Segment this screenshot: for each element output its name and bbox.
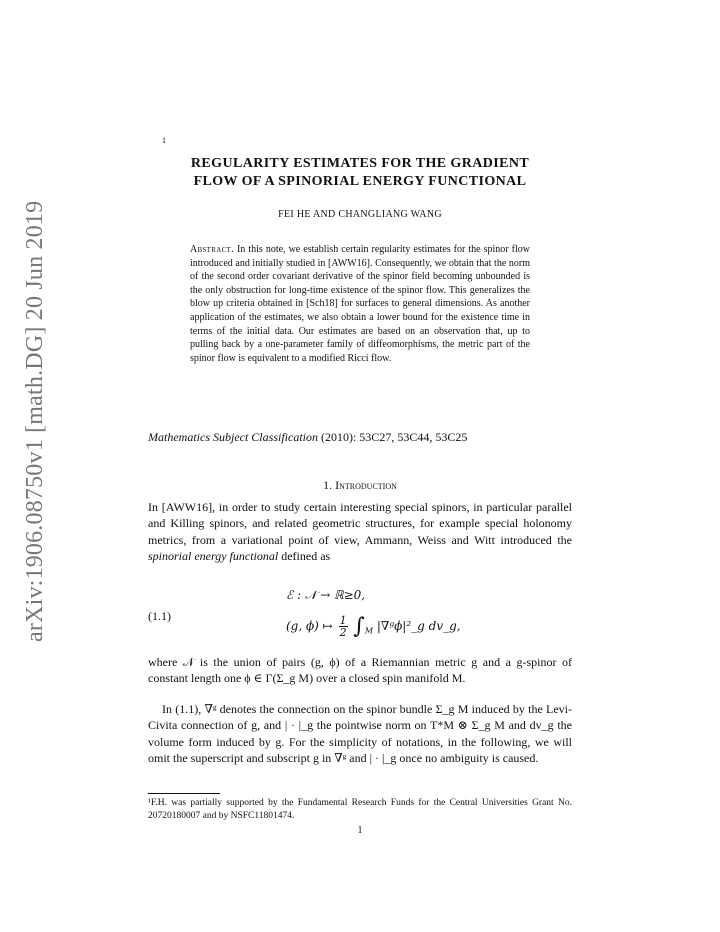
paper-title <box>150 155 570 191</box>
equation-line-2 <box>286 614 461 639</box>
section-number: 1. <box>323 478 336 492</box>
header-number: 1 <box>162 136 166 145</box>
abstract <box>190 243 530 365</box>
para1-text-a: In [AWW16], in order to study certain interesting special spinors, in particular parallel and Killing spinors, and related geometric structures, for example special holonomy metrics, from a variational point of view, Ammann, Weiss and Witt introduced the <box>148 500 572 547</box>
page-number: 1 <box>357 825 363 836</box>
equation-integrand: |∇ᵍϕ|²_g dv_g, <box>376 619 461 633</box>
footnote: ¹F.H. was partially supported by the Fundamental Research Funds for the Central Universities Grant No. 20720180007 and by NSFC11801474. <box>148 798 572 821</box>
footnote-rule <box>148 793 220 794</box>
msc-classification <box>148 430 467 445</box>
authors: FEI HE AND CHANGLIANG WANG <box>278 209 442 220</box>
intro-paragraph-1 <box>148 499 572 564</box>
arxiv-identifier: arXiv:1906.08750v1 [math.DG] 20 Jun 2019 <box>22 200 48 642</box>
fraction-denominator: 2 <box>339 626 347 639</box>
section-heading <box>148 478 572 493</box>
para1-text-b: defined as <box>278 548 331 563</box>
abstract-body: In this note, we establish certain regularity estimates for the spinor flow introduced and initially studied in [AWW16]. Consequently, we obtain that the norm of the second order covariant derivative of the spinor field becoming unbounded is the only obstruction for long-time existence of the spinor flow. This generalizes the blow up criteria obtained in [Sch18] for surfaces to general dimensions. As another application of the estimates, we also obtain a lower bound for the existence time in terms of the initial data. Our estimates are based on an observation that, up to pulling back by a one-parameter family of diffeomorphisms, the metric part of the spinor flow is equivalent to a modified Ricci flow. <box>190 244 530 364</box>
title-line-2: FLOW OF A SPINORIAL ENERGY FUNCTIONAL <box>193 174 527 189</box>
msc-codes: (2010): 53C27, 53C44, 53C25 <box>317 430 468 444</box>
equation-number: (1.1) <box>148 609 171 623</box>
msc-label: Mathematics Subject Classification <box>148 430 318 444</box>
section-title: Introduction <box>335 478 397 492</box>
equation-line-1: ℰ : 𝒩 → ℝ≥0, <box>286 588 366 602</box>
abstract-heading: Abstract. <box>190 244 234 255</box>
fraction-numerator: 1 <box>339 614 347 627</box>
arxiv-sidebar <box>18 200 52 642</box>
para1-emphasis: spinorial energy functional <box>148 548 279 563</box>
integral-domain: M <box>364 626 374 636</box>
title-line-1: REGULARITY ESTIMATES FOR THE GRADIENT <box>190 156 530 171</box>
intro-paragraph-2: where 𝒩 is the union of pairs (g, ϕ) of a Riemannian metric g and a g-spinor of constant length one ϕ ∈ Γ(Σ_g M) over a closed spin manifold M. <box>148 655 572 686</box>
equation-lhs: (g, ϕ) ↦ <box>286 619 333 633</box>
equation-fraction <box>339 615 348 638</box>
intro-paragraph-3: In (1.1), ∇ᵍ denotes the connection on the spinor bundle Σ_g M induced by the Levi-Civita connection of g, and | · |_g the pointwise norm on T*M ⊗ Σ_g M and dv_g the volume form induced by g. For the simplicity of notations, in the following, we will omit the superscript and subscript g in ∇ᵍ and | · |_g once no ambiguity is caused. <box>148 702 572 765</box>
integral-sign: ∫ <box>353 614 365 639</box>
